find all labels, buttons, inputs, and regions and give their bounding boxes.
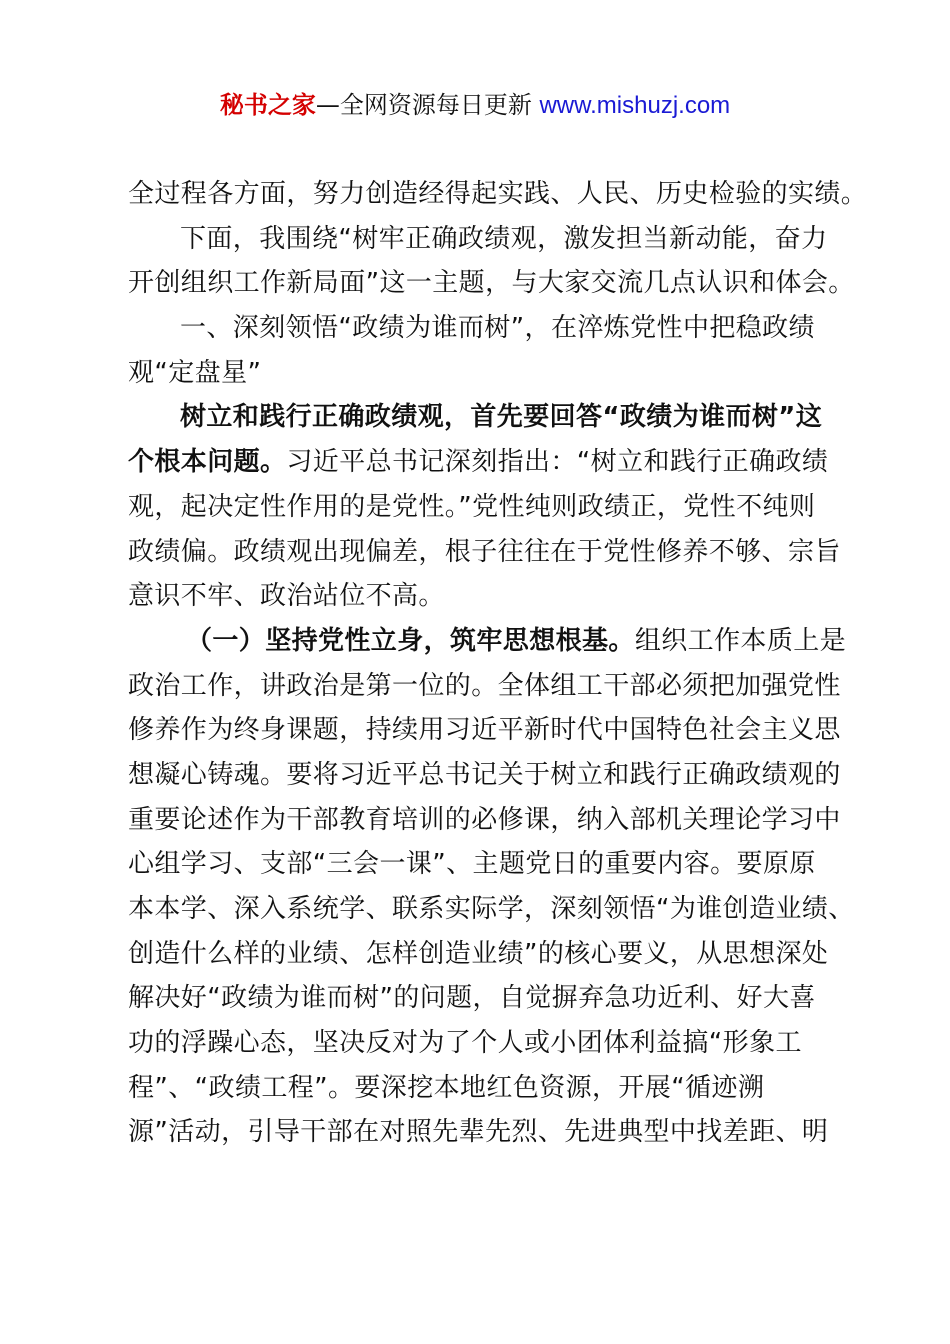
header-tagline: —全网资源每日更新 bbox=[315, 91, 540, 119]
body-line: 全过程各方面，努力创造经得起实践、人民、历史检验的实绩。 bbox=[128, 179, 868, 209]
body-line-text: 组织工作本质上是 bbox=[634, 625, 847, 656]
body-line: 观，起决定性作用的是党性。”党性纯则政绩正，党性不纯则 bbox=[128, 491, 816, 522]
document-body bbox=[128, 172, 868, 1155]
subsection-line bbox=[128, 619, 847, 664]
bold-lead-sentence: 树立和践行正确政绩观，首先要回答“政绩为谁而树”这 bbox=[180, 402, 823, 433]
subsection-heading: （一）坚持党性立身，筑牢思想根基。 bbox=[186, 625, 635, 656]
body-line-mixed bbox=[128, 440, 834, 485]
header-url[interactable]: www.mishuzj.com bbox=[539, 92, 731, 119]
body-line: 想凝心铸魂。要将习近平总书记关于树立和践行正确政绩观的 bbox=[128, 759, 841, 790]
body-line: 下面，我围绕“树牢正确政绩观，激发担当新动能，奋力 bbox=[180, 223, 828, 254]
body-line: 重要论述作为干部教育培训的必修课，纳入部机关理论学习中 bbox=[128, 804, 841, 835]
body-line: 创造什么样的业绩、怎样创造业绩”的核心要义，从思想深处 bbox=[128, 938, 829, 969]
body-line: 政绩偏。政绩观出现偏差，根子往往在于党性修养不够、宗旨 bbox=[128, 536, 841, 567]
bold-lead-sentence-end: 个根本问题。 bbox=[128, 447, 287, 478]
section-heading: 一、深刻领悟“政绩为谁而树”，在淬炼党性中把稳政绩 bbox=[180, 313, 815, 344]
document-header bbox=[0, 88, 950, 123]
body-line: 修养作为终身课题，持续用习近平新时代中国特色社会主义思 bbox=[128, 715, 841, 746]
body-line: 程”、“政绩工程”。要深挖本地红色资源，开展“循迹溯 bbox=[128, 1072, 765, 1103]
section-heading-continued: 观“定盘星” bbox=[128, 357, 262, 388]
body-line: 意识不牢、政治站位不高。 bbox=[128, 581, 445, 612]
header-brand: 秘书之家 bbox=[219, 91, 316, 119]
body-line: 功的浮躁心态，坚决反对为了个人或小团体利益搞“形象工 bbox=[128, 1028, 802, 1059]
body-line: 开创组织工作新局面”这一主题，与大家交流几点认识和体会。 bbox=[128, 268, 855, 299]
body-line: 解决好“政绩为谁而树”的问题，自觉摒弃急功近利、好大喜 bbox=[128, 983, 816, 1014]
body-line: 源”活动，引导干部在对照先辈先烈、先进典型中找差距、明 bbox=[128, 1117, 829, 1148]
body-line: 心组学习、支部“三会一课”、主题党日的重要内容。要原原 bbox=[128, 849, 816, 880]
body-line-text: 习近平总书记深刻指出：“树立和践行正确政绩 bbox=[286, 447, 829, 478]
body-line: 政治工作，讲政治是第一位的。全体组工干部必须把加强党性 bbox=[128, 670, 841, 701]
body-line: 本本学、深入系统学、联系实际学，深刻领悟“为谁创造业绩、 bbox=[128, 894, 855, 924]
